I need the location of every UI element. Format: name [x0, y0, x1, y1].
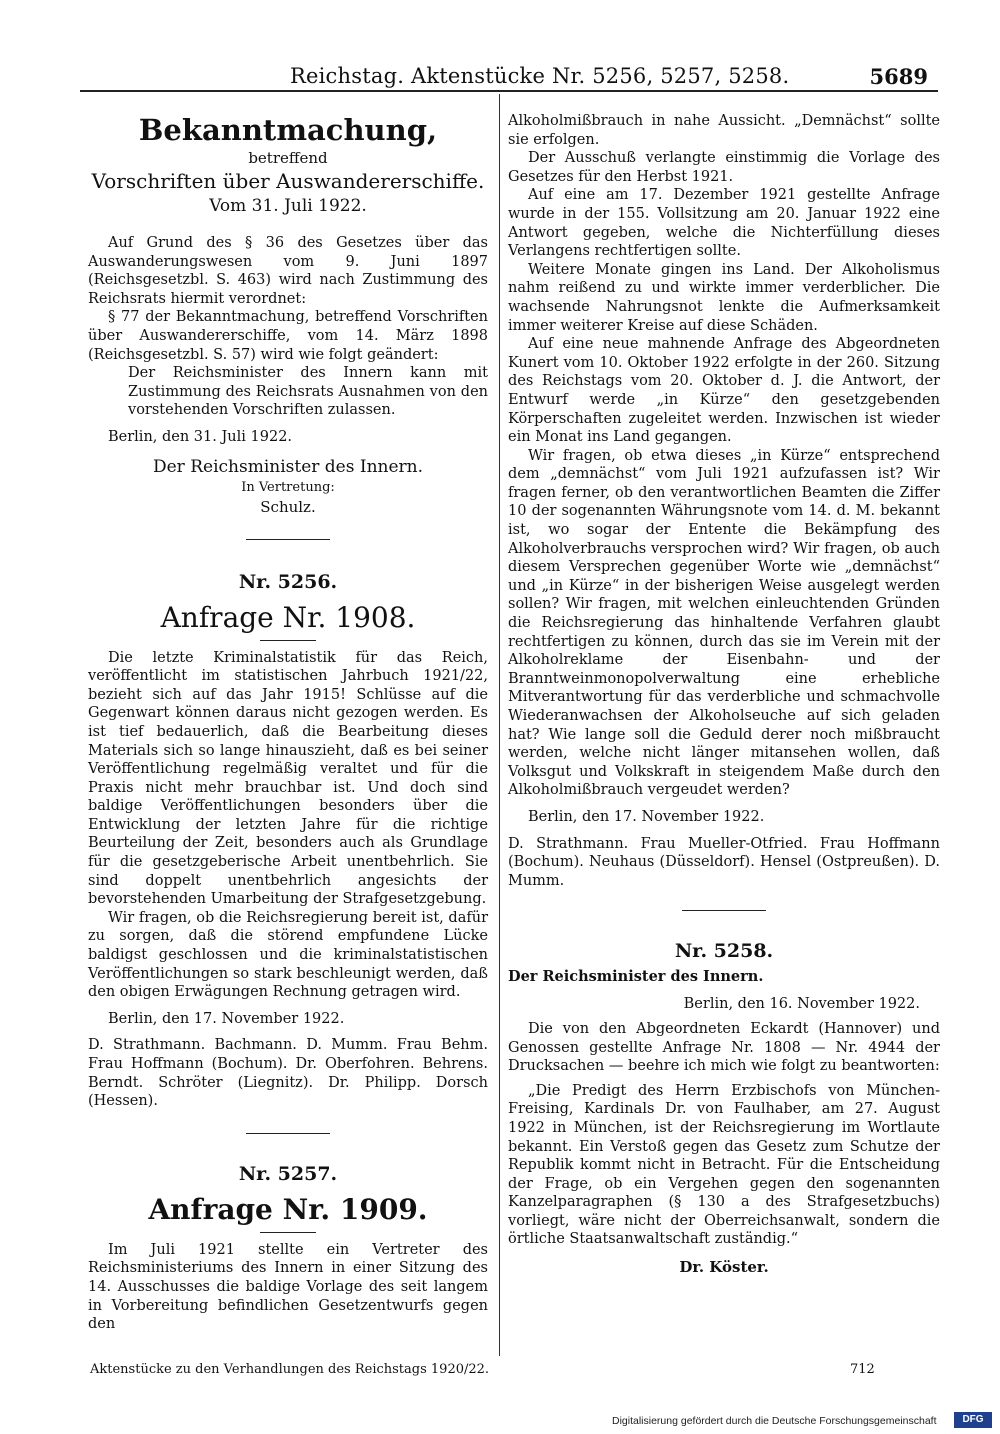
- nr5258-section: [508, 939, 940, 1277]
- nr5256-label: Nr. 5256.: [238, 570, 338, 593]
- footer-number: 712: [850, 1362, 875, 1377]
- nr5256-signatures: D. Strathmann. Bachmann. D. Mumm. Frau Behm. Frau Hoffmann (Bochum). Dr. Oberfohren. Behrens. Berndt. Schröter (Liegnitz). Dr. Philipp. Dorsch (Hessen).: [88, 1037, 488, 1110]
- digitization-credit: Digitalisierung gefördert durch die Deutsche Forschungsgemeinschaft: [612, 1415, 937, 1427]
- nr5256-paragraph-2: Wir fragen, ob die Reichsregierung bereit ist, dafür zu sorgen, daß die störend empfundene Lücke baldigst geschlossen und die kriminalstatistischen Veröffentlichungen so stark beschleunigt werden, daß den obigen Erwägungen Rechnung getragen wird.: [88, 909, 488, 1001]
- bekanntmachung-signer: Schulz.: [260, 497, 316, 516]
- left-column: [88, 112, 488, 1334]
- right-column: [508, 112, 940, 1277]
- nr5257-paragraph-6: Wir fragen, ob etwa dieses „in Kürze“ entsprechend dem „demnächst“ vom Juli 1921 aufzufassen ist? Wir fragen ferner, ob den verantwortlichen Beamten die Ziffer 10 der sogenannten Währungsnote vom 14. d. M. bekannt ist, wo sogar der Entente die Bekämpfung des Alkoholverbrauchs versprochen wird? Wir fragen, ob auch diesem Versprechen gegenüber Worte wie „demnächst“ und „in Kürze“ in der bisherigen Weise ausgelegt werden sollen? Wir fragen, mit welchen einleuchtenden Gründen die Reichsregierung das hinhaltende Verfahren glaubt rechtfertigen zu können, durch das sie im Verein mit der Alkoholreklame der Eisenbahn- und der Branntweinmonopolverwaltung eine erhebliche Mitverantwortung für das verderbliche und schmachvolle Wiederanwachsen der Alkoholseuche auf sich geladen hat? Wie lange soll die Geduld derer noch mißbraucht werden, welche nicht länger mitansehen wollen, daß Volksgut und Volkskraft in steigendem Maße durch den Alkoholmißbrauch vergeudet werden?: [508, 447, 940, 799]
- page-number: 5689: [869, 64, 928, 89]
- column-divider: [499, 94, 500, 1356]
- nr5258-place-date: Berlin, den 16. November 1922.: [683, 996, 920, 1013]
- nr5258-heading: Der Reichsminister des Innern.: [508, 968, 764, 986]
- nr5257-paragraph-1-cont: Alkoholmißbrauch in nahe Aussicht. „Demnächst“ sollte sie erfolgen.: [508, 113, 940, 148]
- nr5257-title: Anfrage Nr. 1909.: [148, 1192, 428, 1226]
- bekanntmachung-quote: Der Reichsminister des Innern kann mit Zustimmung des Reichsrats Ausnahmen von den vorstehenden Vorschriften zulassen.: [128, 365, 488, 419]
- nr5257-place-date: Berlin, den 17. November 1922.: [528, 808, 765, 825]
- running-head: [0, 58, 1000, 92]
- nr5257-paragraph-2: Der Ausschuß verlangte einstimmig die Vorlage des Gesetzes für den Herbst 1921.: [508, 150, 940, 185]
- nr5257-paragraph-5: Auf eine neue mahnende Anfrage des Abgeordneten Kunert vom 10. Oktober 1922 erfolgte in der 260. Sitzung des Reichstags vom 20. Oktober d. J. die Antwort, der Entwurf werde „in Kürze“ den gesetzgebenden Körperschaften zugeleitet werden. Inzwischen ist wieder ein Monat ins Land gegangen.: [508, 336, 940, 446]
- nr5256-title: Anfrage Nr. 1908.: [160, 600, 416, 634]
- nr5257-section: [88, 1162, 488, 1334]
- bekanntmachung-paragraph-2: § 77 der Bekanntmachung, betreffend Vorschriften über Auswandererschiffe, vom 14. März 1898 (Reichsgesetzbl. S. 57) wird wie folgt geändert:: [88, 309, 488, 363]
- bekanntmachung-minister: Der Reichsminister des Innern.: [152, 456, 424, 477]
- nr5258-signer: Dr. Köster.: [679, 1258, 769, 1277]
- nr5256-paragraph-1: Die letzte Kriminalstatistik für das Reich, veröffentlicht im statistischen Jahrbuch 1921/22, bezieht sich auf das Jahr 1915! Schlüsse auf die Gegenwart können daraus nicht gezogen werden. Es ist tief bedauerlich, daß die Bearbeitung dieses Materials sich so lange hinauszieht, daß es bei seiner Veröffentlichung regelmäßig veraltet und für die Praxis nicht mehr brauchbar ist. Und doch sind baldige Veröffentlichungen besonders über die Entwicklung der letzten Jahre für die richtige Beurteilung der Zeit, besonders auch als Grundlage für die gesetzgeberische Arbeit unentbehrlich. Sie sind doppelt unentbehrlich angesichts der bevorstehenden Umarbeitung der Strafgesetzgebung.: [88, 649, 488, 908]
- bekanntmachung-deputy: In Vertretung:: [241, 479, 335, 495]
- footer-note: Aktenstücke zu den Verhandlungen des Reichstags 1920/22.: [90, 1362, 490, 1377]
- nr5257-paragraph-4: Weitere Monate gingen ins Land. Der Alkoholismus nahm reißend zu und wirkte immer verderblicher. Die wachsende Nahrungsnot lenkte die Aufmerksamkeit immer weiterer Kreise auf diese Schäden.: [508, 261, 940, 334]
- nr5256-place-date: Berlin, den 17. November 1922.: [108, 1010, 345, 1027]
- header-rule: [80, 90, 938, 92]
- nr5258-paragraph-1: Die von den Abgeordneten Eckardt (Hannover) und Genossen gestellte Anfrage Nr. 1808 — Nr. 4944 der Drucksachen — beehre ich mich wie folgt zu beantworten:: [508, 1020, 940, 1075]
- bekanntmachung-title: Bekanntmachung,: [138, 113, 438, 147]
- nr5257-paragraph-1: Im Juli 1921 stellte ein Vertreter des Reichsministeriums des Innern in einer Sitzung des 14. Ausschusses die baldige Vorlage des seit langem in Vorbereitung befindlichen Gesetzentwurfs gegen den: [88, 1241, 488, 1333]
- nr5257-signatures: D. Strathmann. Frau Mueller-Otfried. Frau Hoffmann (Bochum). Neuhaus (Düsseldorf). Hensel (Ostpreußen). D. Mumm.: [508, 835, 940, 889]
- nr5257-label: Nr. 5257.: [238, 1162, 338, 1185]
- nr5256-section: [88, 570, 488, 1111]
- bekanntmachung-heading: Vorschriften über Auswandererschiffe.: [91, 169, 485, 193]
- dfg-logo: DFG: [954, 1412, 992, 1428]
- bekanntmachung-place-date: Berlin, den 31. Juli 1922.: [108, 428, 293, 445]
- bekanntmachung-date: Vom 31. Juli 1922.: [209, 196, 367, 216]
- bekanntmachung-subtitle: betreffend: [248, 149, 328, 167]
- bekanntmachung-paragraph-1: Auf Grund des § 36 des Gesetzes über das Auswanderungswesen vom 9. Juni 1897 (Reichsgesetzbl. S. 463) wird nach Zustimmung des Reichsrats hiermit verordnet:: [88, 235, 488, 307]
- bekanntmachung-section: [88, 112, 488, 517]
- nr5258-label: Nr. 5258.: [674, 940, 774, 963]
- nr5257-paragraph-3: Auf eine am 17. Dezember 1921 gestellte Anfrage wurde in der 155. Vollsitzung am 20. Januar 1922 eine Antwort gegeben, welche die Nichterfüllung dieses Verlangens rechtfertigen sollte.: [508, 187, 940, 260]
- nr5258-quote: „Die Predigt des Herrn Erzbischofs von München-Freising, Kardinals Dr. von Faulhaber, am 27. August 1922 in München, ist der Reichsregierung im Wortlaute bekannt. Ein Verstoß gegen das Gesetz zum Schutze der Republik kommt nicht in Betracht. Für die Entscheidung der Frage, ob ein Vergehen gegen den sogenannten Kanzelparagraphen (§ 130 a des Strafgesetzbuchs) vorliegt, wäre nicht der Oberreichsanwalt, sondern die örtliche Staatsanwaltschaft zuständig.“: [508, 1082, 940, 1248]
- nr5257-continuation: [508, 112, 940, 890]
- running-head-title: Reichstag. Aktenstücke Nr. 5256, 5257, 5258.: [290, 64, 790, 88]
